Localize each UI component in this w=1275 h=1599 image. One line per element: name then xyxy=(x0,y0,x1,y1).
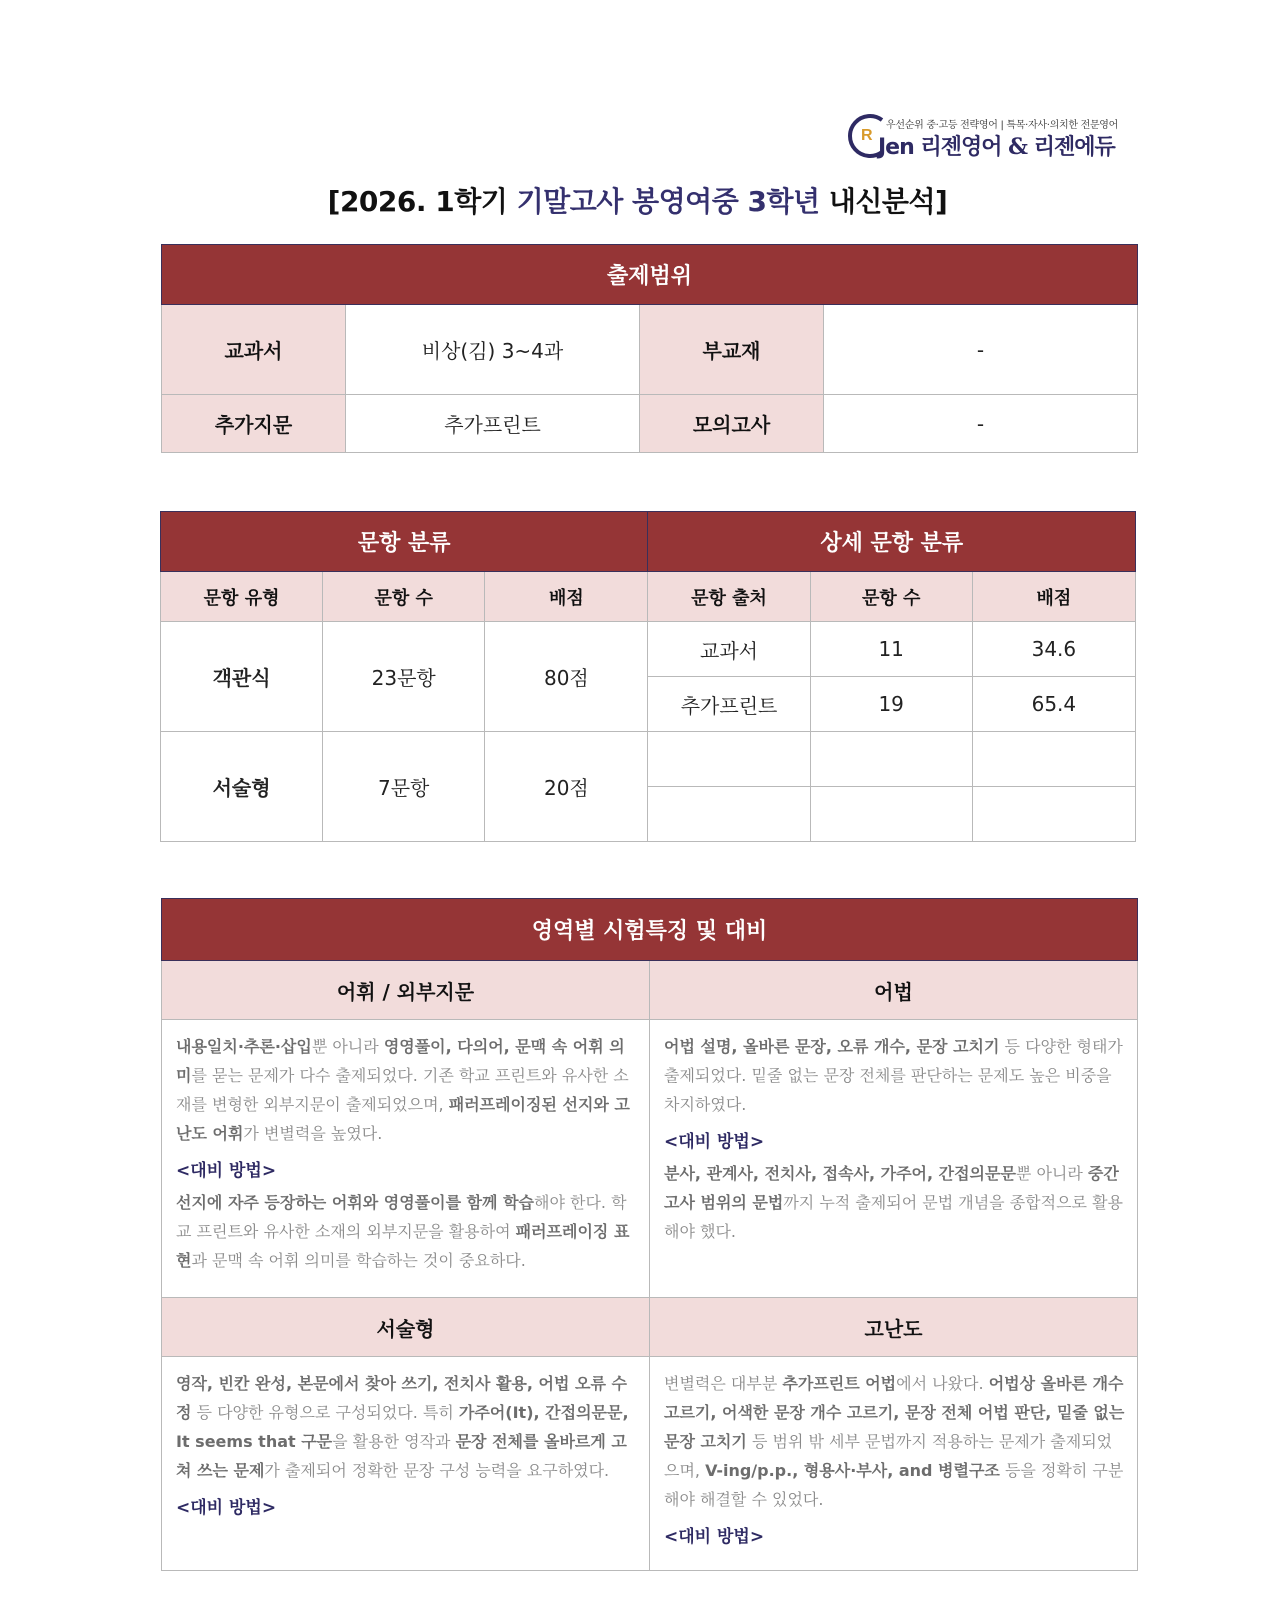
classification-table xyxy=(160,511,1136,842)
vocab-description xyxy=(176,1032,637,1148)
section-title-hard: 고난도 xyxy=(650,1298,1138,1357)
question-score: 20점 xyxy=(485,732,648,842)
prep-heading: <대비 방법> xyxy=(176,1498,277,1518)
column-header: 배점 xyxy=(485,572,648,622)
scope-label: 모의고사 xyxy=(640,395,824,453)
section-title-grammar: 어법 xyxy=(650,961,1138,1020)
prep-heading: <대비 방법> xyxy=(176,1161,277,1181)
table-row xyxy=(161,732,1136,787)
features-header: 영역별 시험특징 및 대비 xyxy=(162,899,1138,961)
body-text: 과 문맥 속 어휘 의미를 학습하는 것이 중요하다. xyxy=(191,1251,526,1270)
body-text: 등 다양한 형태가 출제되었다. 밑줄 없는 문장 전체를 판단하는 문제도 높은 비중을 차지하였다. xyxy=(664,1037,1123,1114)
logo xyxy=(848,110,1128,162)
body-text: 뿐 아니라 xyxy=(1015,1164,1088,1183)
vocab-prep-text xyxy=(176,1188,637,1275)
body-text: 을 활용한 영작과 xyxy=(332,1432,456,1451)
emphasis-text: 영영풀이, 다의어, 문맥 속 어휘 의미 xyxy=(176,1037,625,1085)
hard-body xyxy=(650,1357,1138,1571)
column-header: 문항 수 xyxy=(810,572,972,622)
vocab-body xyxy=(162,1020,650,1298)
body-text: 등 다양한 유형으로 구성되었다. 특히 xyxy=(191,1403,459,1422)
detail-source: 교과서 xyxy=(648,622,810,677)
title-open: [2026. 1학기 xyxy=(327,185,517,218)
emphasis-text: 패러프레이징 표현 xyxy=(176,1222,630,1270)
emphasis-text: 내용일치·추론·삽입 xyxy=(176,1037,312,1056)
page-title xyxy=(0,180,1275,220)
detail-score: 65.4 xyxy=(972,677,1135,732)
column-header: 배점 xyxy=(972,572,1135,622)
logo-brand-2: 리젠에듀 xyxy=(1033,135,1115,160)
writing-description xyxy=(176,1369,637,1485)
body-text: 뿐 아니라 xyxy=(311,1037,384,1056)
prep-heading: <대비 방법> xyxy=(664,1132,765,1152)
emphasis-text: 어법상 올바른 개수 고르기, 어색한 문장 개수 고르기, 문장 전체 어법 판단, 밑줄 없는 문장 고치기 xyxy=(664,1374,1125,1451)
section-title-vocab: 어휘 / 외부지문 xyxy=(162,961,650,1020)
emphasis-text: 분사, 관계사, 전치사, 접속사, 가주어, 간접의문문 xyxy=(664,1164,1016,1183)
detail-source xyxy=(648,787,810,842)
emphasis-text: 어법 설명, 올바른 문장, 오류 개수, 문장 고치기 xyxy=(664,1037,1000,1056)
scope-value: - xyxy=(824,305,1138,395)
emphasis-text: 문장 전체를 올바르게 고쳐 쓰는 문제 xyxy=(176,1432,627,1480)
prep-heading: <대비 방법> xyxy=(664,1527,765,1547)
body-text: 등 범위 밖 세부 문법까지 적용하는 문제가 출제되었으며, xyxy=(664,1432,1113,1480)
scope-row xyxy=(162,305,1138,395)
logo-tagline: 우선순위 중·고등 전략영어 | 특목·자사·의치한 전문영어 xyxy=(886,120,1119,131)
body-text: 가 출제되어 정확한 문장 구성 능력을 요구하였다. xyxy=(264,1461,610,1480)
body-text: 까지 누적 출제되어 문법 개념을 종합적으로 활용해야 했다. xyxy=(664,1193,1123,1241)
section-title-writing: 서술형 xyxy=(162,1298,650,1357)
detail-count: 19 xyxy=(810,677,972,732)
grammar-prep-text xyxy=(664,1159,1125,1246)
detail-classification-header: 상세 문항 분류 xyxy=(648,512,1136,572)
hard-description xyxy=(664,1369,1125,1514)
detail-count: 11 xyxy=(810,622,972,677)
classification-header: 문항 분류 xyxy=(161,512,648,572)
grammar-description xyxy=(664,1032,1125,1119)
emphasis-text: 선지에 자주 등장하는 어휘와 영영풀이를 함께 학습 xyxy=(176,1193,534,1212)
writing-body xyxy=(162,1357,650,1571)
question-count: 23문항 xyxy=(323,622,485,732)
question-type: 객관식 xyxy=(161,622,323,732)
scope-label: 교과서 xyxy=(162,305,346,395)
scope-table xyxy=(161,244,1138,453)
grammar-body xyxy=(650,1020,1138,1298)
column-header: 문항 유형 xyxy=(161,572,323,622)
column-header: 문항 출처 xyxy=(648,572,810,622)
logo-amp: & xyxy=(1008,134,1028,160)
logo-brand xyxy=(878,130,1115,161)
detail-count xyxy=(810,787,972,842)
column-header: 문항 수 xyxy=(323,572,485,622)
detail-score xyxy=(972,732,1135,787)
scope-label: 부교재 xyxy=(640,305,824,395)
features-table xyxy=(161,898,1138,1571)
column-header-row xyxy=(161,572,1136,622)
detail-source xyxy=(648,732,810,787)
emphasis-text: 추가프린트 어법 xyxy=(782,1374,897,1393)
scope-value: 추가프린트 xyxy=(346,395,640,453)
body-text: 해야 한다. 학교 프린트와 유사한 소재의 외부지문을 활용하여 xyxy=(176,1193,627,1241)
question-type: 서술형 xyxy=(161,732,323,842)
body-text: 변별력은 대부분 xyxy=(664,1374,783,1393)
logo-brand-1: 리젠영어 xyxy=(920,135,1002,160)
emphasis-text: 중간고사 범위의 문법 xyxy=(664,1164,1119,1212)
svg-text:R: R xyxy=(861,127,873,144)
detail-score xyxy=(972,787,1135,842)
emphasis-text: 가주어(It), 간접의문문, It seems that 구문 xyxy=(176,1403,629,1451)
question-count: 7문항 xyxy=(323,732,485,842)
body-text: 에서 나왔다. xyxy=(896,1374,989,1393)
logo-brand-prefix: Jen xyxy=(878,135,914,160)
title-highlight: 기말고사 봉영여중 3학년 xyxy=(516,185,820,218)
scope-value: 비상(김) 3~4과 xyxy=(346,305,640,395)
detail-count xyxy=(810,732,972,787)
scope-header: 출제범위 xyxy=(162,245,1138,305)
scope-value: - xyxy=(824,395,1138,453)
body-text: 가 변별력을 높였다. xyxy=(243,1124,383,1143)
emphasis-text: V-ing/p.p., 형용사·부사, and 병렬구조 xyxy=(705,1461,1000,1480)
scope-row xyxy=(162,395,1138,453)
title-close: 내신분석] xyxy=(819,185,948,218)
detail-score: 34.6 xyxy=(972,622,1135,677)
detail-source: 추가프린트 xyxy=(648,677,810,732)
body-text: 등을 정확히 구분해야 해결할 수 있었다. xyxy=(664,1461,1124,1509)
table-row xyxy=(161,622,1136,677)
question-score: 80점 xyxy=(485,622,648,732)
emphasis-text: 영작, 빈칸 완성, 본문에서 찾아 쓰기, 전치사 활용, 어법 오류 수정 xyxy=(176,1374,627,1422)
body-text: 를 묻는 문제가 다수 출제되었다. 기존 학교 프린트와 유사한 소재를 변형한 외부지문이 출제되었으며, xyxy=(176,1066,629,1114)
emphasis-text: 패러프레이징된 선지와 고난도 어휘 xyxy=(176,1095,630,1143)
scope-label: 추가지문 xyxy=(162,395,346,453)
